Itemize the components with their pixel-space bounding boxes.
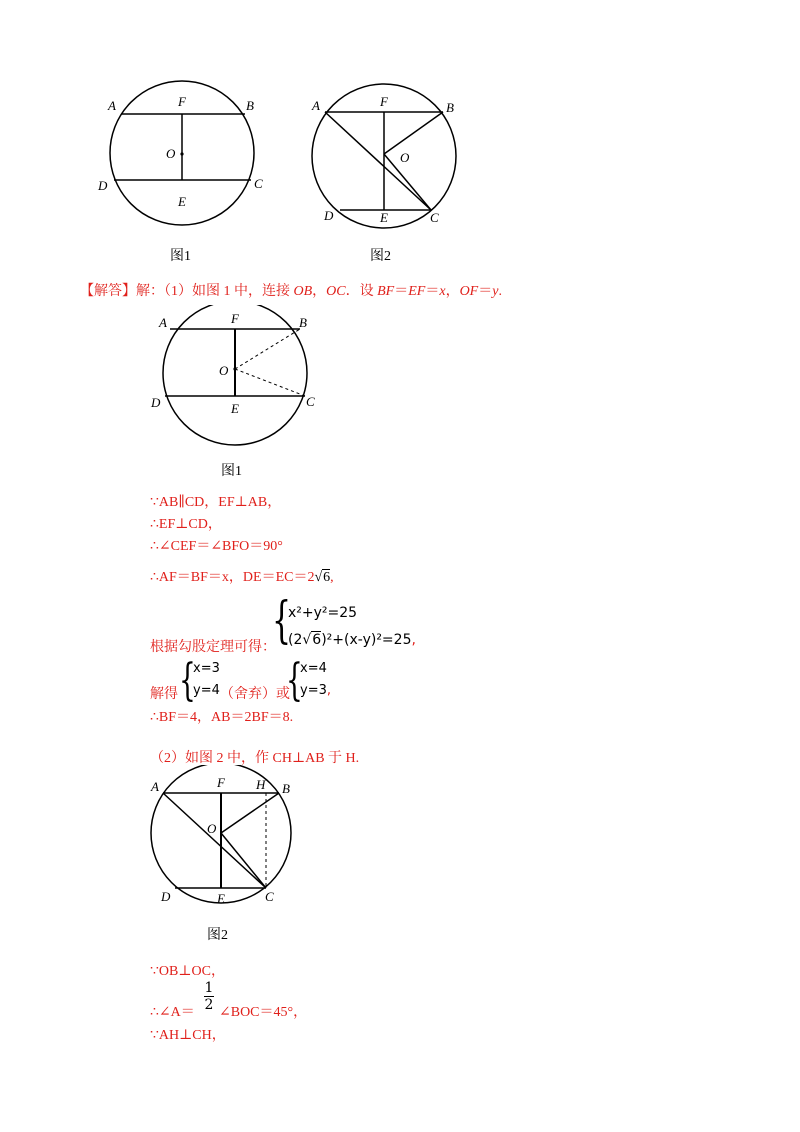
label-o: O <box>219 363 229 378</box>
label-f: F <box>380 94 388 109</box>
end: . <box>498 284 502 299</box>
caption-fig2: 图2 <box>370 249 391 264</box>
label-b: B <box>246 98 254 113</box>
figure-2-top <box>300 78 480 268</box>
label-b: B <box>299 315 307 330</box>
part2-intro: （2）如图 2 中，作 CH⊥AB 于 H. <box>150 751 360 766</box>
point-o <box>180 152 183 155</box>
label-e: E <box>217 891 225 906</box>
solution-2-x: x=4 <box>300 661 327 676</box>
point-o <box>233 367 236 370</box>
label-d: D <box>161 889 171 904</box>
label-o: O <box>166 146 176 161</box>
sep: ， <box>312 284 327 299</box>
bf: BF <box>377 284 395 299</box>
label-f: F <box>231 311 239 326</box>
label-d: D <box>98 178 108 193</box>
fraction-one-half: 1 2 <box>204 980 214 1013</box>
radicand: 6 <box>323 570 331 585</box>
step-4-text: ∴AF＝BF＝x，DE＝EC＝2 <box>150 570 315 585</box>
label-f: F <box>217 775 225 790</box>
segment-ac <box>163 793 266 888</box>
figure-1-solution <box>145 305 335 485</box>
label-a: A <box>108 98 116 113</box>
label-b: B <box>446 100 454 115</box>
dashed-ob <box>235 329 300 369</box>
step-3: ∴∠CEF＝∠BFO＝90° <box>150 539 283 554</box>
answer-intro <box>80 280 502 300</box>
label-f: F <box>178 94 186 109</box>
answer-prefix: 【解答】解：（1）如图 1 中，连接 <box>80 284 294 299</box>
step-4: ∴AF＝BF＝x，DE＝EC＝2√6, <box>150 570 334 585</box>
dashed-oc <box>235 369 305 396</box>
segment-ob <box>221 793 279 833</box>
label-e: E <box>178 194 186 209</box>
sep: ， <box>445 284 460 299</box>
x-var: x <box>439 284 446 299</box>
step-final: ∴BF＝4，AB＝2BF＝8. <box>150 710 294 725</box>
label-o: O <box>400 150 410 165</box>
label-d: D <box>151 395 161 410</box>
label-a: A <box>312 98 320 113</box>
label-e: E <box>231 401 239 416</box>
label-c: C <box>265 889 274 904</box>
pythagoras-label: 根据勾股定理可得： <box>150 640 276 655</box>
equation-a: x²+y²=25 <box>288 605 358 621</box>
label-c: C <box>306 394 315 409</box>
label-a: A <box>159 315 167 330</box>
of: OF <box>459 284 479 299</box>
oc: OC <box>326 284 346 299</box>
caption-fig1: 图1 <box>170 249 191 264</box>
figure-2-solution <box>145 765 305 945</box>
segment-oc <box>221 833 266 888</box>
label-e: E <box>380 210 388 225</box>
solution-brace-2: { <box>286 655 303 706</box>
label-h: H <box>256 777 266 792</box>
segment-ob <box>384 112 443 154</box>
label-b: B <box>282 781 290 796</box>
solution-1-x: x=3 <box>193 661 220 676</box>
label-o: O <box>207 821 217 836</box>
step-1: ∵AB∥CD，EF⊥AB， <box>150 495 282 510</box>
label-a: A <box>151 779 159 794</box>
system-brace: { <box>272 591 292 649</box>
y-var: y <box>492 284 499 299</box>
figure-1-top <box>90 78 280 268</box>
ob: OB <box>293 284 313 299</box>
caption-fig2: 图2 <box>207 928 228 943</box>
discard-note: （舍弃）或 <box>220 687 290 702</box>
solution-brace-1: { <box>179 655 196 706</box>
eq: ＝ <box>394 284 409 299</box>
equation-b: (2√6)²+(x-y)²=25, <box>288 632 416 648</box>
step2-2: ∴∠A＝ <box>150 1005 195 1020</box>
step2-3: ∵AH⊥CH， <box>150 1028 226 1043</box>
label-c: C <box>254 176 263 191</box>
caption-fig1: 图1 <box>221 464 242 479</box>
eq: ＝ <box>478 284 493 299</box>
solve-label: 解得 <box>150 687 178 702</box>
step2-1: ∵OB⊥OC， <box>150 964 225 979</box>
label-c: C <box>430 210 439 225</box>
segment-ac <box>325 112 431 210</box>
solution-1-y: y=4 <box>193 683 220 698</box>
ef: EF <box>408 284 426 299</box>
solution-2-y: y=3, <box>300 683 331 698</box>
step2-2-post: ∠BOC＝45°， <box>219 1005 308 1020</box>
eq: ＝ <box>425 284 440 299</box>
mid: ．设 <box>345 284 378 299</box>
step-2: ∴EF⊥CD， <box>150 517 222 532</box>
label-d: D <box>324 208 334 223</box>
